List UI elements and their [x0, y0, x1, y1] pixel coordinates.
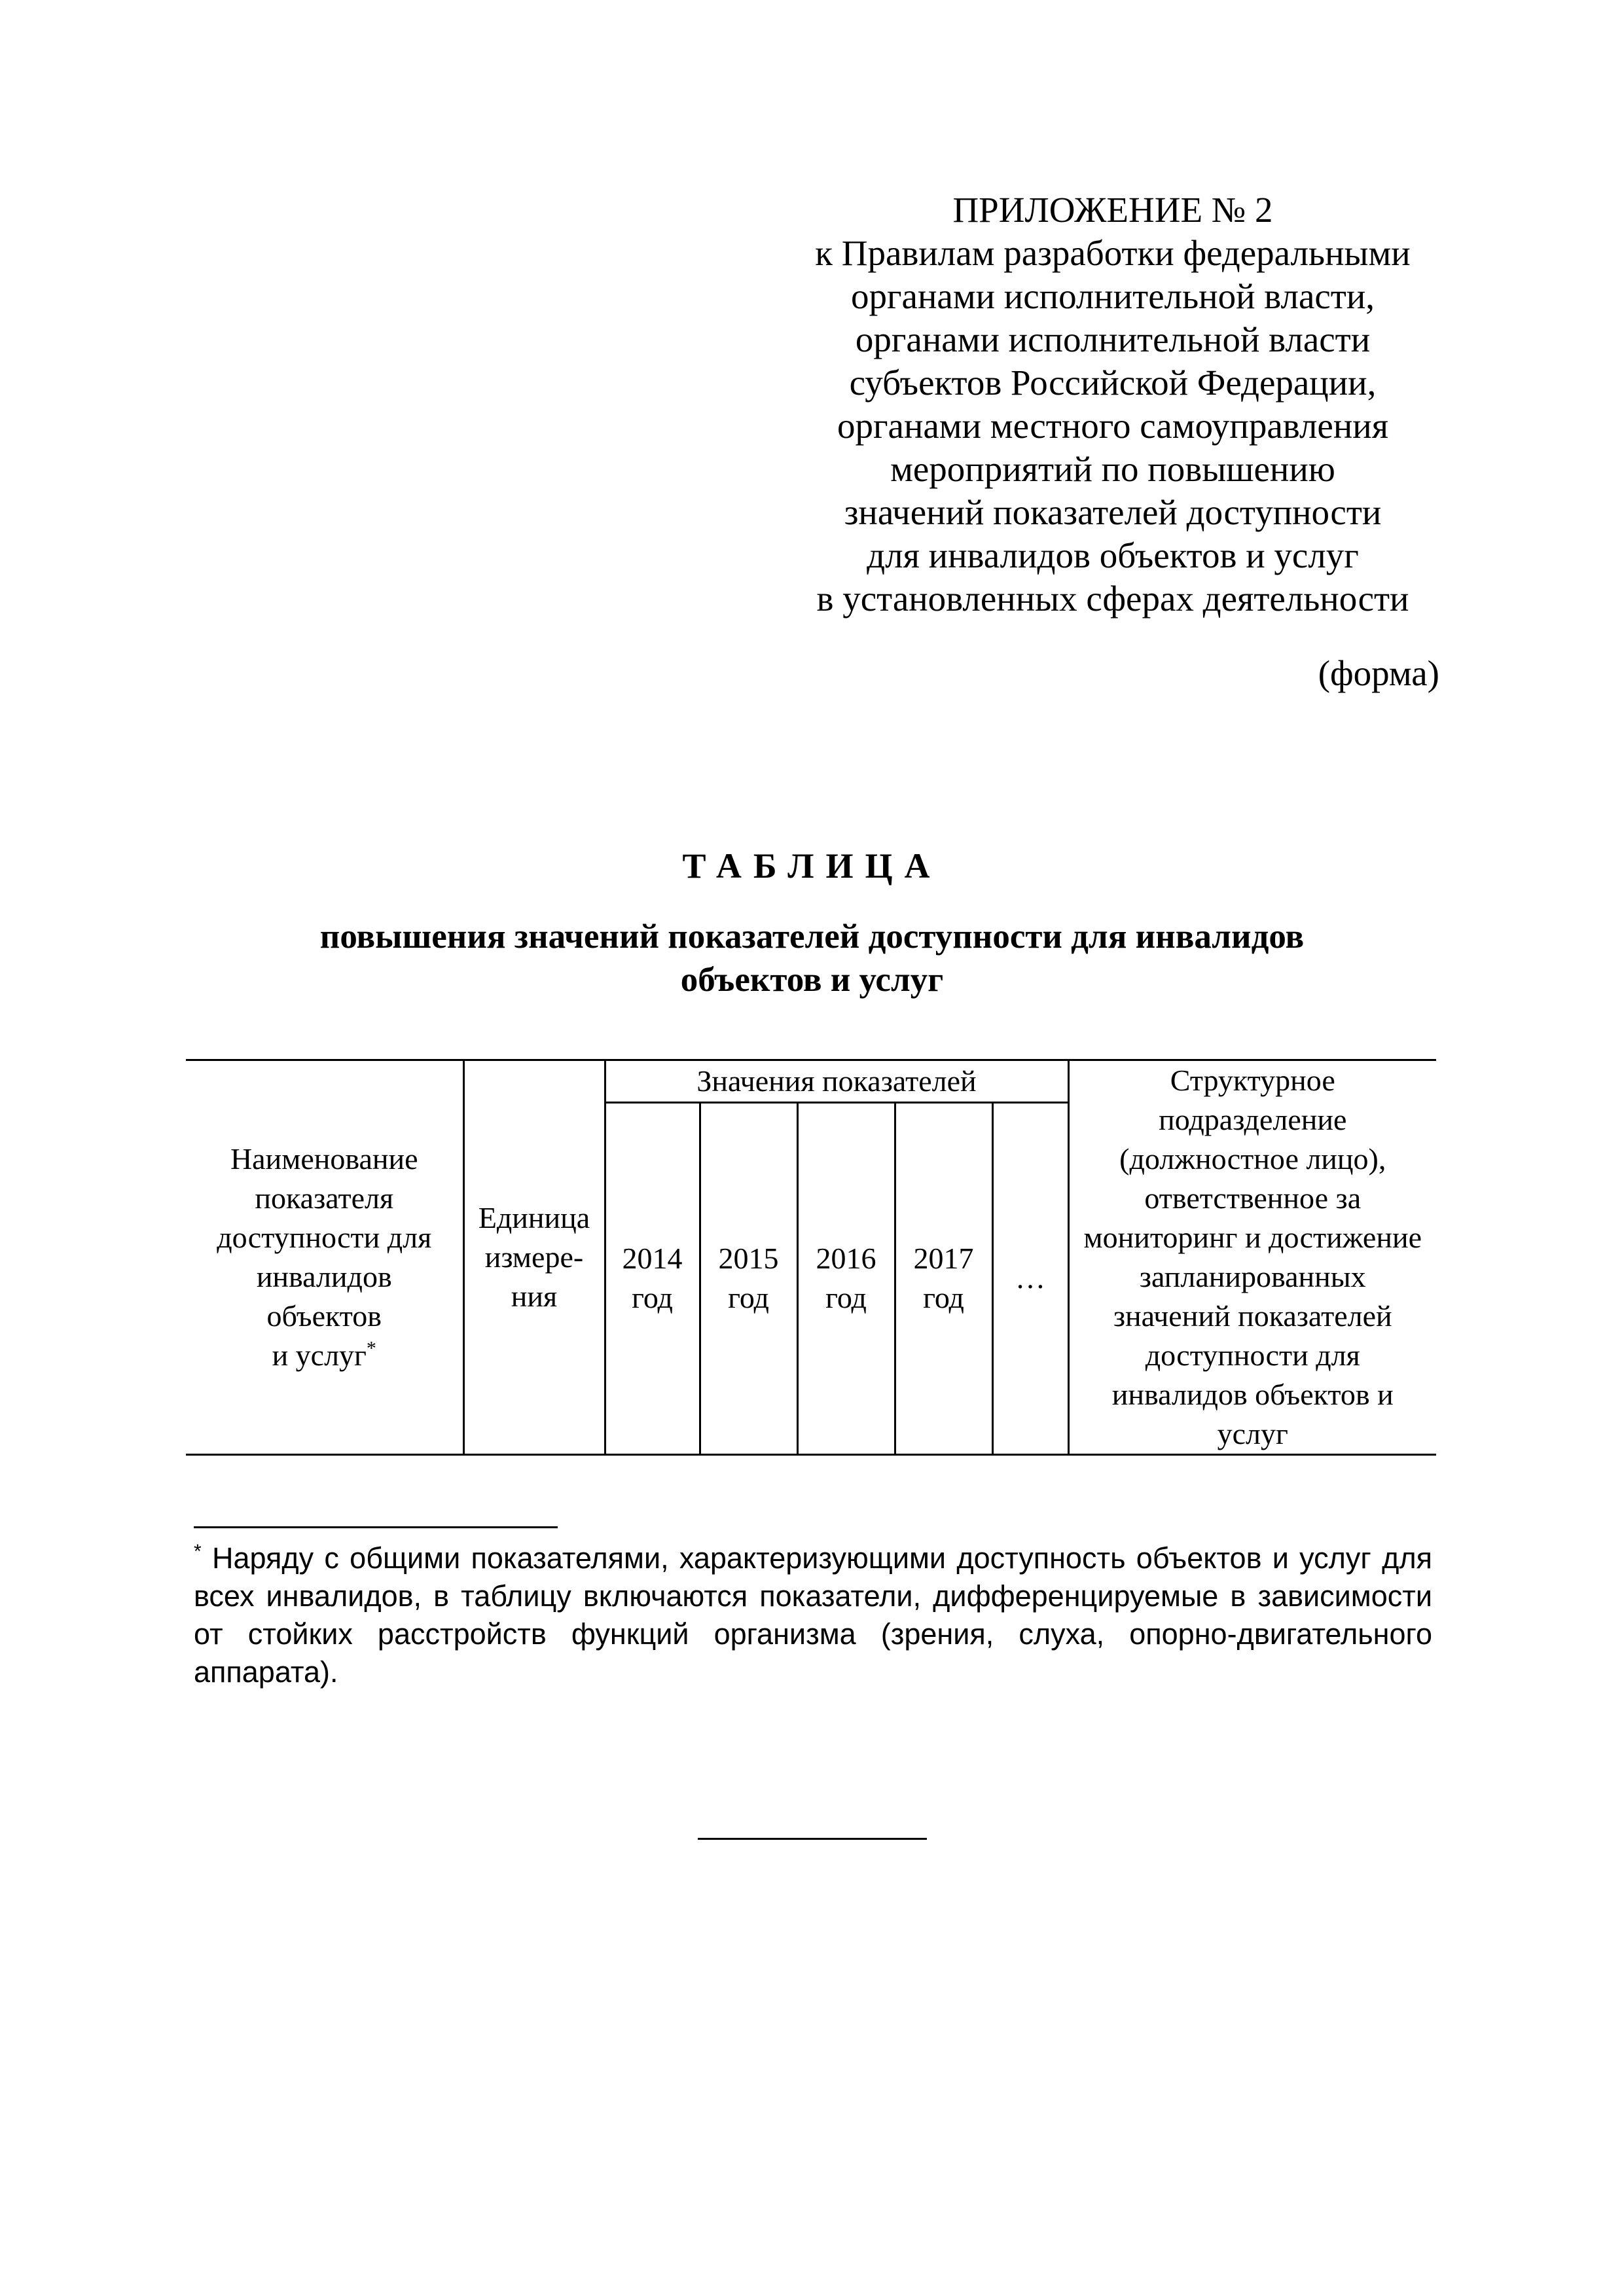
- footnote-mark: *: [366, 1337, 376, 1359]
- appendix-line: для инвалидов объектов и услуг: [867, 535, 1359, 575]
- appendix-line: органами местного самоуправления: [837, 406, 1389, 446]
- year-2014-header: 2014 год: [605, 1102, 700, 1454]
- appendix-title: ПРИЛОЖЕНИЕ № 2: [952, 190, 1273, 230]
- year-2015-header: 2015 год: [700, 1102, 797, 1454]
- appendix-line: органами исполнительной власти: [855, 319, 1371, 359]
- subtitle-line: объектов и услуг: [680, 961, 944, 999]
- appendix-line: к Правилам разработки федеральными: [815, 233, 1411, 273]
- year-2016-header: 2016 год: [797, 1102, 895, 1454]
- appendix-line: органами исполнительной власти,: [851, 276, 1375, 316]
- footnote-text: Наряду с общими показателями, характеризующими доступность объектов и услуг для всех инвалидов, в таблицу включаются показатели, дифференцируемые в зависимости от стойких расстройств функций организма (зрения, слуха, опорно-двигательного аппарата).: [194, 1541, 1432, 1689]
- form-note: (форма): [1318, 653, 1439, 693]
- footnote-marker: *: [194, 1541, 202, 1562]
- indicator-name-header: Наименование показателя доступности для инвалидов объектов и услуг*: [186, 1060, 463, 1455]
- footnote-divider: [194, 1526, 558, 1528]
- appendix-line: мероприятий по повышению: [890, 449, 1335, 489]
- indicators-table: [186, 1059, 1436, 1456]
- year-ellipsis-header: …: [992, 1102, 1068, 1454]
- table-subtitle: [0, 915, 1624, 1001]
- values-header: Значения показателей: [605, 1060, 1068, 1103]
- subtitle-line: повышения значений показателей доступности для инвалидов: [319, 918, 1305, 956]
- table-title: ТАБЛИЦА: [682, 846, 942, 886]
- unit-header: Единица измере- ния: [463, 1060, 605, 1455]
- appendix-line: значений показателей доступности: [844, 492, 1382, 532]
- appendix-line: субъектов Российской Федерации,: [849, 363, 1377, 403]
- footnote: [194, 1539, 1432, 1691]
- appendix-line: в установленных сферах деятельности: [816, 579, 1409, 619]
- year-2017-header: 2017 год: [895, 1102, 992, 1454]
- end-divider: [698, 1838, 927, 1840]
- appendix-heading: [766, 188, 1460, 620]
- responsible-header: Структурное подразделение (должностное лицо), ответственное за мониторинг и достижение запланированных значений показателей доступности для инвалидов объектов и услуг: [1068, 1060, 1436, 1455]
